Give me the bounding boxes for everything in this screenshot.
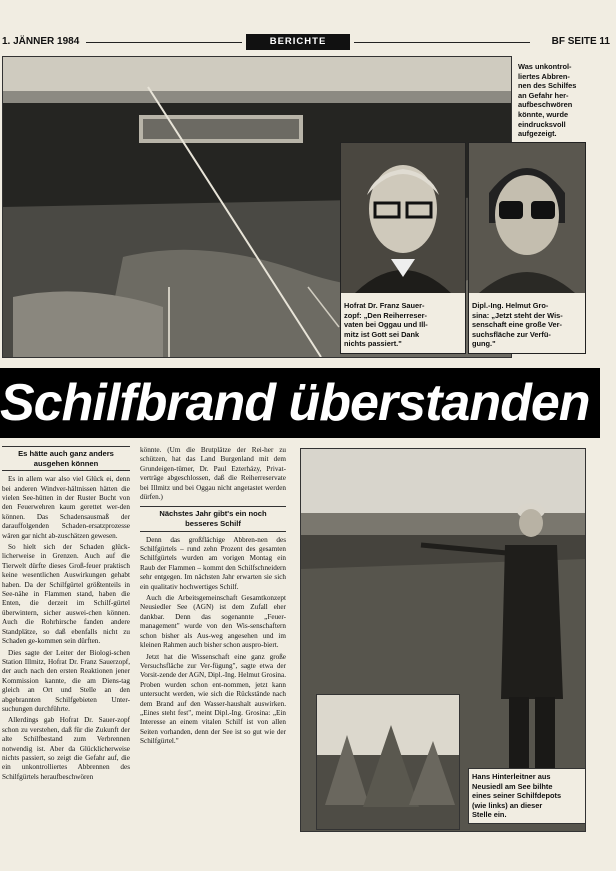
hinterleitner-caption: Hans Hinterleitner aus Neusiedl am See bilhte eines seiner Schilfdepots (wie links) an dieser Stelle ein. [468,768,586,824]
portrait-sauerzopf-photo [341,143,465,293]
portrait-sauerzopf-box [340,142,466,354]
portrait-grosina-caption: Dipl.-Ing. Helmut Gro- sina: „Jetzt steht der Wis- senschaft eine große Ver- suchsfläche zur Verfü- gung." [472,301,563,349]
section-label: BERICHTE [246,34,350,50]
column-1-paragraph: So hielt sich der Schaden glück-licherweise in Grenzen. Auch auf die Tierwelt dürfte dieses Groß-feuer praktisch keine wesentlichen Auswirkungen gehabt haben. Da der Schilfgürtel größtenteils in See-nähe in Flammen stand, haben die Enten, die derzeit im Schilf-gürtel überwintern, sicher auswei-chen können. Auch die Rohrhirsche fanden andere Standplätze, so daß ebenfalls nicht zu Schaden ge-kommen sein dürften. [2,543,130,646]
column-2-intro: könnte. (Um die Brutplätze der Rei-her zu schützen, hat das Land Burgenland mit dem Grundeigen-tümer, Dr. Paul Ezterházy, Privat-verträge abgeschlossen, daß die Reiherreservate bei Illmitz und bei Oggau nicht angetastet werden dürfen.) [140,446,286,502]
column-1-paragraph: Es in allem war also viel Glück ei, denn bei anderen Windver-hältnissen hätten die vielen See-hütten in der Ruster Bucht von den Feuerwehren kaum gerettet wer-den können. Das Schadensausmaß der darauffolgenden Schaden-ersatzprozesse wären gar nicht ab-zuschätzen gewesen. [2,475,130,540]
column-1-subhead: Es hätte auch ganz anders ausgehen können [2,446,130,471]
headline: Schilfbrand überstanden [0,368,600,438]
column-2-subhead: Nächstes Jahr gibt's ein noch besseres Schilf [140,506,286,531]
page-header [0,36,616,50]
portrait-grosina-box [468,142,586,354]
column-1-paragraph: Allerdings gab Hofrat Dr. Sauer-zopf schon zu verstehen, daß für die Zukunft der alte Schilfbestand zum Verbrennen notwendig ist. Aber da Glücklicherweise nichts passiert, so zeigt die Gefahr auf, die ein unkontrolliertes Abbrennen des Schilfgürtels heraufbeschwören [2,716,130,781]
column-2-paragraph: Auch die Arbeitsgemeinschaft Gesamtkonzept Neusiedler See (AGN) ist dem Zufall eher dankbar. Denn das sogenannte „Feuer-management" wurde von den Wis-senschaftern schon bisher als Aus-weg angesehen und im kleinen Rahmen auch bisher schon auspro-biert. [140,594,286,650]
top-photo-caption: Was unkontrol- liertes Abbren- nen des Schilfes an Gefahr her- aufbeschwören könnte, wurde eindrucksvoll aufgezeigt. [518,62,577,139]
header-rule-right [354,42,530,43]
article-column-2 [140,446,286,838]
header-rule-left [86,42,242,43]
column-2-paragraph: Denn das großflächige Abbren-nen des Schilfgürtels – rund zehn Prozent des gesamten Schilfgürtels wurden am vorigen Montag ein Raub der Flammen – kommt den Schilfschneidern sehr entgegen. Im nächsten Jahr erwarten sie sich ein qualitativ hochwertiges Schilf. [140,535,286,591]
column-1-paragraph: Dies sagte der Leiter der Biologi-schen Station Illmitz, Hofrat Dr. Franz Sauerzopf, der auch nach den ersten Reaktionen jener Kommission kannte, die am Diens-tag gleich an Ort und Stelle an den abgebrannten Schilfgebieten Unter-suchungen durchführte. [2,648,130,713]
page-number: BF SEITE 11 [551,36,610,47]
portrait-grosina-photo [469,143,585,293]
reed-depot-inset-photo [316,694,460,830]
column-2-paragraph: Jetzt hat die Wissenschaft eine ganz große Versuchsfläche zur Ver-fügung", sagte etwa der Vorsit-zende der AGN, Dipl.-Ing. Helmut Grosina. Proben wurden schon ent-nommen, jetzt kann untersucht werden, wie sich die Rückstände nach dem Brand auf den Wasser-haushalt auswirken. „Eines steht fest", meint Dipl.-Ing. Grosina: „Ein Interesse an einem vitalen Schilf ist von allen Seiten vorhanden, denn der See ist so gut wie der Schilfgürtel." [140,652,286,746]
article-column-1 [2,446,130,838]
reed-stack-image [317,695,459,829]
issue-date: 1. JÄNNER 1984 [2,36,80,47]
portrait-sauerzopf-caption: Hofrat Dr. Franz Sauer- zopf: „Den Reiherreser- vaten bei Oggau und Ill- mitz ist Gott sei Dank nichts passiert." [344,301,428,349]
